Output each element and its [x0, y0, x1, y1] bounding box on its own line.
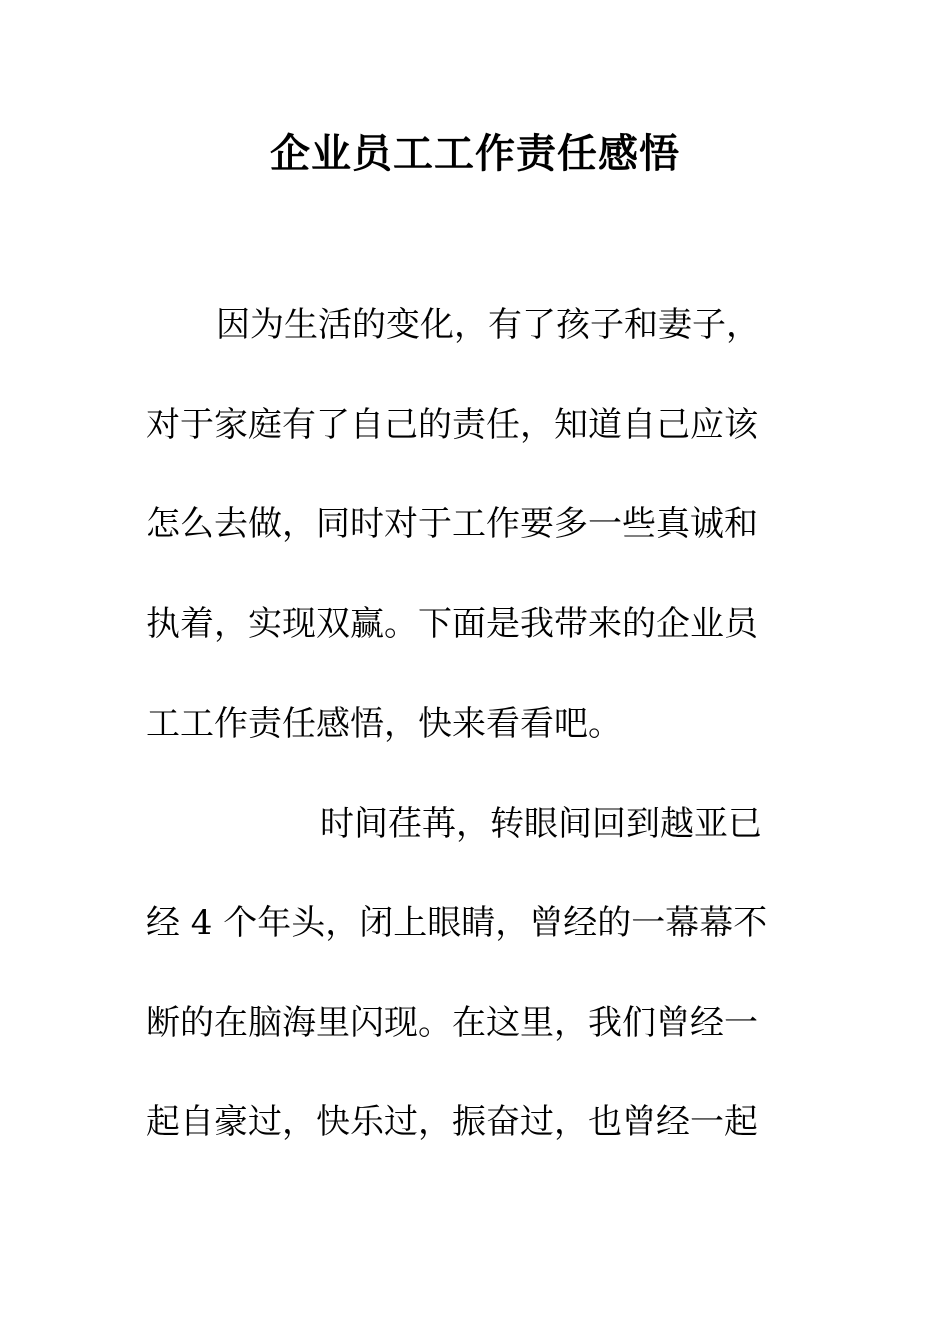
paragraph-2-line-1: 时间荏苒，转眼间回到越亚已	[320, 804, 762, 844]
paragraph-1-line-3: 怎么去做，同时对于工作要多一些真诚和	[146, 504, 758, 544]
paragraph-1-line-2: 对于家庭有了自己的责任，知道自己应该	[146, 405, 758, 445]
paragraph-2-line-4: 起自豪过，快乐过，振奋过，也曾经一起	[146, 1102, 758, 1142]
paragraph-2-line-3: 断的在脑海里闪现。在这里，我们曾经一	[146, 1003, 758, 1043]
document-title: 企业员工工作责任感悟	[270, 130, 680, 177]
paragraph-1-line-5: 工工作责任感悟，快来看看吧。	[146, 704, 622, 744]
paragraph-1-line-1: 因为生活的变化，有了孩子和妻子，	[216, 305, 760, 345]
paragraph-2-line-2: 经 4 个年头，闭上眼睛，曾经的一幕幕不	[146, 903, 768, 943]
paragraph-1-line-4: 执着，实现双赢。下面是我带来的企业员	[146, 604, 758, 644]
